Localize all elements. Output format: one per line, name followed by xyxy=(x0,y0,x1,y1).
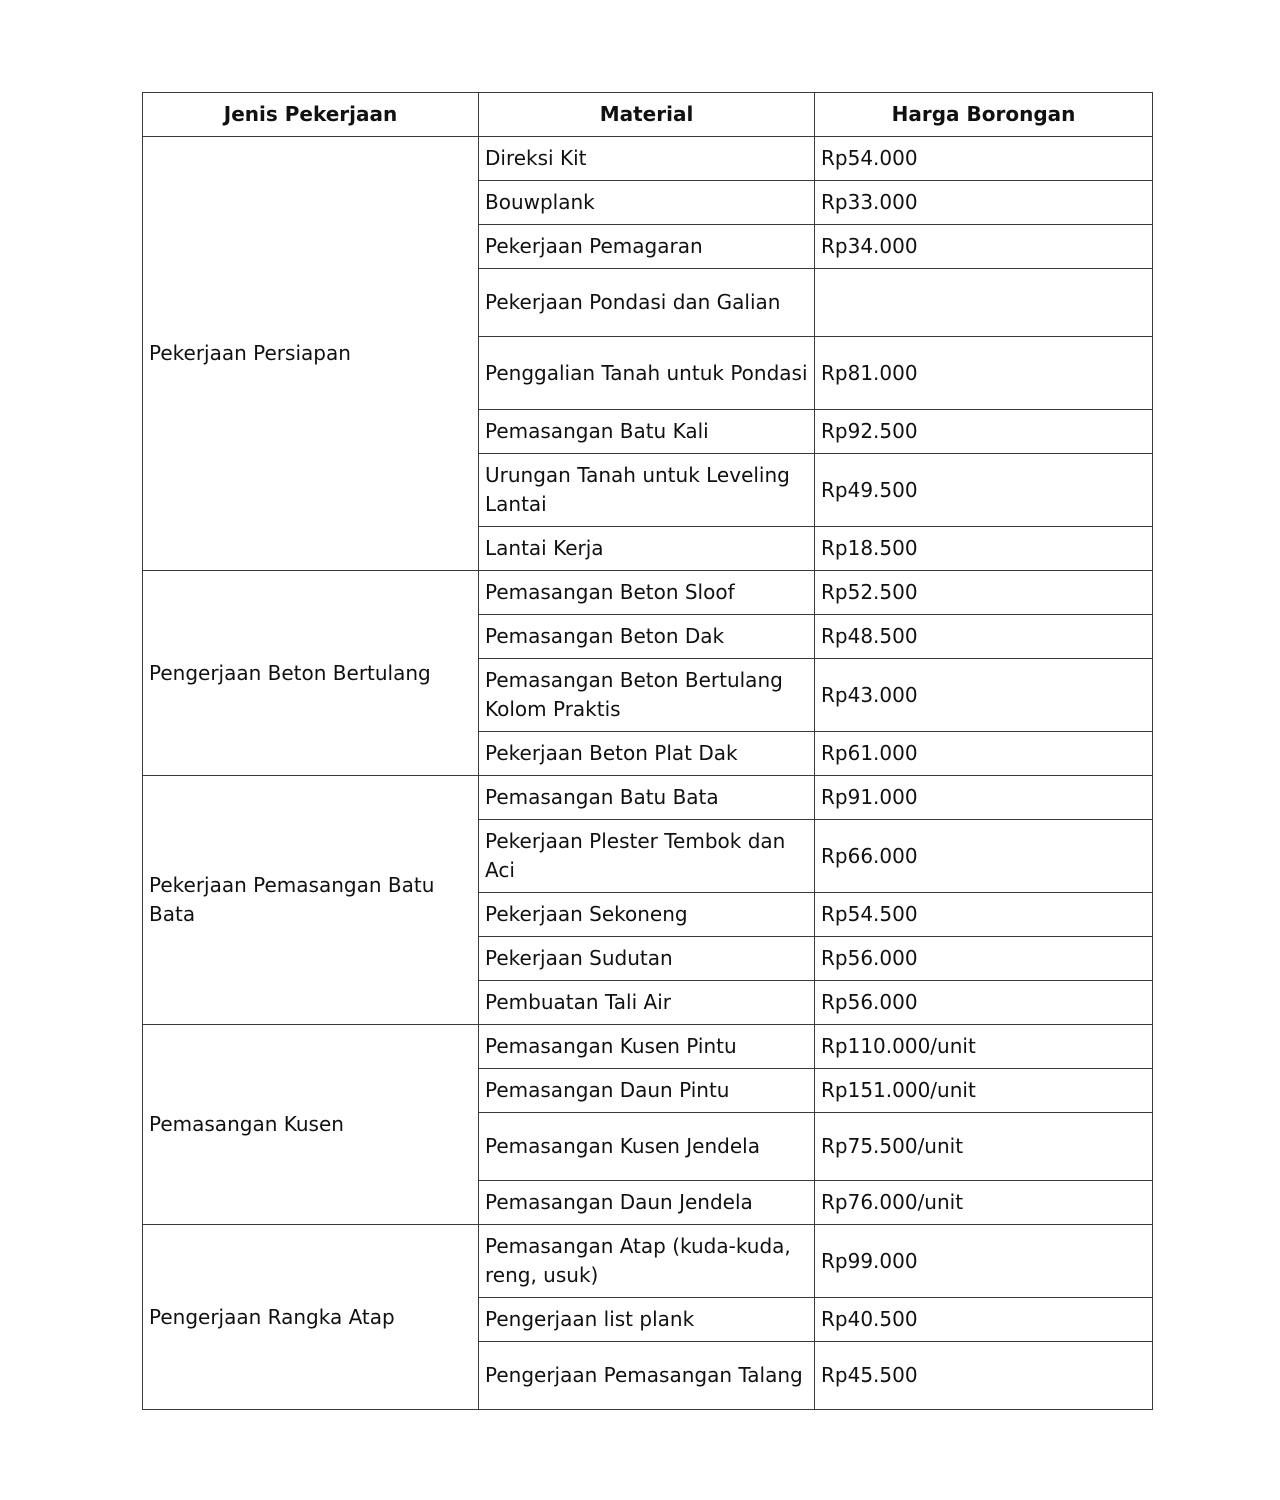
table-header xyxy=(143,93,1153,137)
table-row xyxy=(143,137,1153,181)
table-row xyxy=(143,1225,1153,1298)
header-harga-borongan: Harga Borongan xyxy=(815,93,1153,137)
category-cell: Pengerjaan Beton Bertulang xyxy=(143,571,479,776)
price-cell: Rp75.500/unit xyxy=(815,1113,1153,1181)
material-cell: Pekerjaan Beton Plat Dak xyxy=(479,732,815,776)
material-cell: Urungan Tanah untuk Leveling Lantai xyxy=(479,454,815,527)
material-cell: Pekerjaan Pemagaran xyxy=(479,225,815,269)
header-row xyxy=(143,93,1153,137)
price-cell: Rp66.000 xyxy=(815,820,1153,893)
table-row xyxy=(143,571,1153,615)
price-cell: Rp56.000 xyxy=(815,981,1153,1025)
price-cell: Rp49.500 xyxy=(815,454,1153,527)
material-cell: Pemasangan Batu Bata xyxy=(479,776,815,820)
material-cell: Penggalian Tanah untuk Pondasi xyxy=(479,337,815,410)
price-cell: Rp18.500 xyxy=(815,527,1153,571)
material-cell: Pekerjaan Plester Tembok dan Aci xyxy=(479,820,815,893)
price-table xyxy=(142,92,1153,1410)
price-cell: Rp43.000 xyxy=(815,659,1153,732)
table-row xyxy=(143,1025,1153,1069)
material-cell: Bouwplank xyxy=(479,181,815,225)
price-cell: Rp99.000 xyxy=(815,1225,1153,1298)
price-cell: Rp151.000/unit xyxy=(815,1069,1153,1113)
material-cell: Pemasangan Daun Pintu xyxy=(479,1069,815,1113)
price-cell: Rp34.000 xyxy=(815,225,1153,269)
price-cell: Rp61.000 xyxy=(815,732,1153,776)
price-cell: Rp45.500 xyxy=(815,1342,1153,1410)
material-cell: Pengerjaan Pemasangan Talang xyxy=(479,1342,815,1410)
price-cell: Rp92.500 xyxy=(815,410,1153,454)
price-cell xyxy=(815,269,1153,337)
table-body xyxy=(143,137,1153,1410)
price-cell: Rp54.500 xyxy=(815,893,1153,937)
price-cell: Rp110.000/unit xyxy=(815,1025,1153,1069)
material-cell: Pemasangan Kusen Pintu xyxy=(479,1025,815,1069)
category-cell: Pengerjaan Rangka Atap xyxy=(143,1225,479,1410)
material-cell: Pekerjaan Sekoneng xyxy=(479,893,815,937)
price-cell: Rp91.000 xyxy=(815,776,1153,820)
material-cell: Pemasangan Beton Bertulang Kolom Praktis xyxy=(479,659,815,732)
material-cell: Pemasangan Kusen Jendela xyxy=(479,1113,815,1181)
material-cell: Pembuatan Tali Air xyxy=(479,981,815,1025)
material-cell: Pekerjaan Pondasi dan Galian xyxy=(479,269,815,337)
price-cell: Rp40.500 xyxy=(815,1298,1153,1342)
price-cell: Rp81.000 xyxy=(815,337,1153,410)
price-cell: Rp52.500 xyxy=(815,571,1153,615)
price-cell: Rp48.500 xyxy=(815,615,1153,659)
material-cell: Pemasangan Beton Dak xyxy=(479,615,815,659)
header-material: Material xyxy=(479,93,815,137)
material-cell: Pemasangan Atap (kuda-kuda, reng, usuk) xyxy=(479,1225,815,1298)
material-cell: Lantai Kerja xyxy=(479,527,815,571)
category-cell: Pemasangan Kusen xyxy=(143,1025,479,1225)
price-cell: Rp56.000 xyxy=(815,937,1153,981)
price-cell: Rp76.000/unit xyxy=(815,1181,1153,1225)
table-row xyxy=(143,776,1153,820)
category-cell: Pekerjaan Pemasangan Batu Bata xyxy=(143,776,479,1025)
header-jenis-pekerjaan: Jenis Pekerjaan xyxy=(143,93,479,137)
price-cell: Rp54.000 xyxy=(815,137,1153,181)
material-cell: Direksi Kit xyxy=(479,137,815,181)
material-cell: Pengerjaan list plank xyxy=(479,1298,815,1342)
price-cell: Rp33.000 xyxy=(815,181,1153,225)
material-cell: Pemasangan Beton Sloof xyxy=(479,571,815,615)
material-cell: Pemasangan Batu Kali xyxy=(479,410,815,454)
material-cell: Pekerjaan Sudutan xyxy=(479,937,815,981)
material-cell: Pemasangan Daun Jendela xyxy=(479,1181,815,1225)
category-cell: Pekerjaan Persiapan xyxy=(143,137,479,571)
